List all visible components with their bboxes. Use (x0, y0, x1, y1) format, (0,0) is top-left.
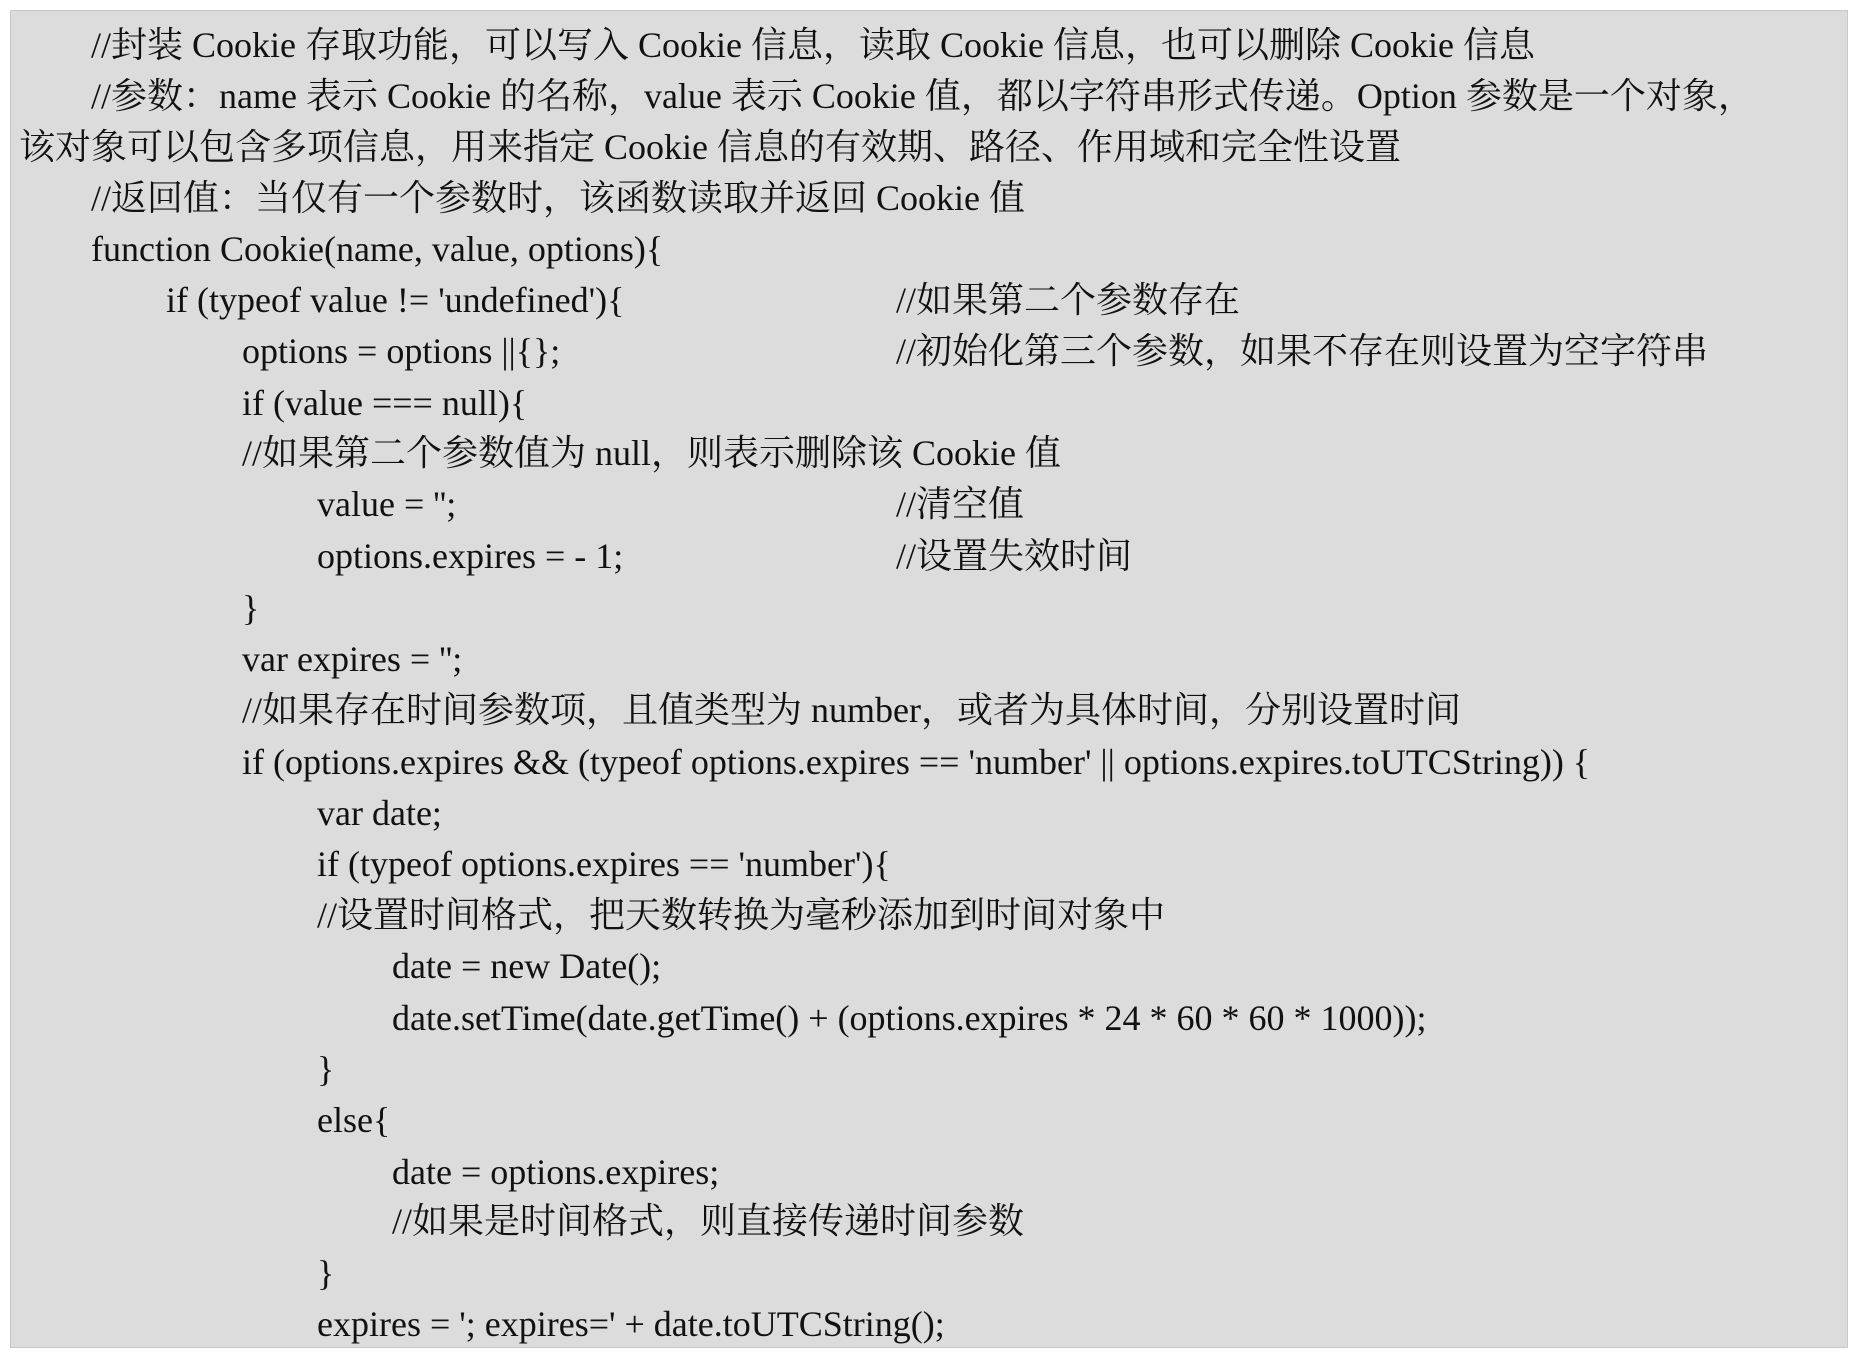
code-line-9: //如果第二个参数值为 null，则表示删除该 Cookie 值 (242, 433, 1062, 473)
code-line-5: function Cookie(name, value, options){ (91, 229, 664, 269)
code-comment-11: //设置失效时间 (896, 536, 1133, 576)
code-line-4: //返回值：当仅有一个参数时，该函数读取并返回 Cookie 值 (91, 178, 1025, 218)
code-listing (10, 10, 1848, 1348)
code-line-22: else{ (317, 1100, 391, 1140)
code-line-19: date = new Date(); (392, 946, 662, 986)
code-line-3: 该对象可以包含多项信息，用来指定 Cookie 信息的有效期、路径、作用域和完全性设置 (19, 127, 1401, 167)
code-line-12: } (242, 588, 260, 628)
code-comment-6: //如果第二个参数存在 (896, 280, 1241, 320)
code-line-15: if (options.expires && (typeof options.expires == 'number' || options.expires.toUTCString)) { (242, 742, 1591, 782)
code-comment-10: //清空值 (896, 484, 1025, 524)
code-line-10: value = ''; (317, 484, 457, 524)
code-line-7: options = options ||{}; (242, 331, 561, 371)
code-line-20: date.setTime(date.getTime() + (options.expires * 24 * 60 * 60 * 1000)); (392, 998, 1427, 1038)
code-line-24: //如果是时间格式，则直接传递时间参数 (392, 1201, 1025, 1241)
code-line-11: options.expires = - 1; (317, 536, 624, 576)
code-line-6: if (typeof value != 'undefined'){ (166, 280, 625, 320)
code-line-17: if (typeof options.expires == 'number'){ (317, 844, 891, 884)
code-line-16: var date; (317, 793, 442, 833)
code-line-2: //参数：name 表示 Cookie 的名称，value 表示 Cookie 值，都以字符串形式传递。Option 参数是一个对象， (91, 76, 1754, 116)
code-line-23: date = options.expires; (392, 1152, 720, 1192)
code-line-14: //如果存在时间参数项，且值类型为 number，或者为具体时间，分别设置时间 (242, 690, 1461, 730)
code-line-8: if (value === null){ (242, 383, 528, 423)
code-line-25: } (317, 1253, 335, 1293)
code-comment-7: //初始化第三个参数，如果不存在则设置为空字符串 (896, 331, 1709, 371)
code-line-13: var expires = ''; (242, 639, 463, 679)
code-line-18: //设置时间格式，把天数转换为毫秒添加到时间对象中 (317, 895, 1166, 935)
code-line-1: //封装 Cookie 存取功能，可以写入 Cookie 信息，读取 Cookie 信息，也可以删除 Cookie 信息 (91, 25, 1535, 65)
code-line-21: } (317, 1049, 335, 1089)
code-line-26: expires = '; expires=' + date.toUTCString(); (317, 1304, 945, 1344)
